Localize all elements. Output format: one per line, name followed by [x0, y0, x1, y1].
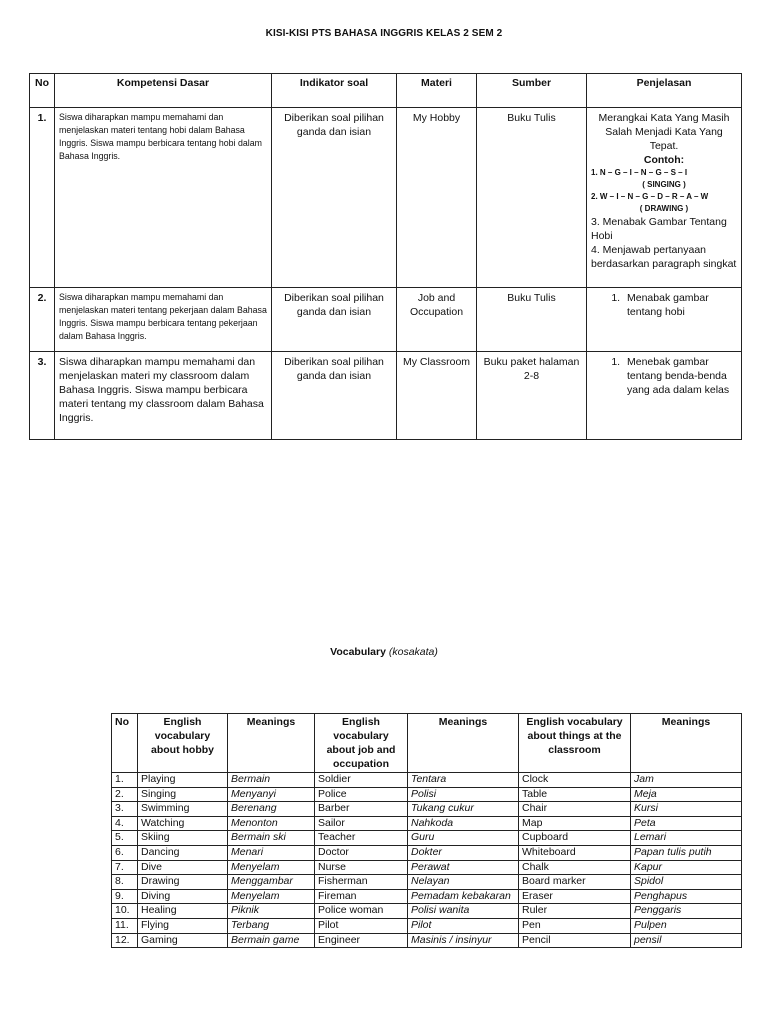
vocab-no: 9.: [112, 889, 138, 904]
vocab-no: 10.: [112, 904, 138, 919]
job-meaning: Tentara: [408, 773, 519, 788]
job-meaning: Masinis / insinyur: [408, 933, 519, 948]
classroom-word: Pen: [519, 918, 631, 933]
job-word: Pilot: [315, 918, 408, 933]
job-meaning: Polisi wanita: [408, 904, 519, 919]
vocab-no: 1.: [112, 773, 138, 788]
job-word: Doctor: [315, 845, 408, 860]
row-penjelasan: [587, 352, 742, 440]
vocab-header-meanings-2: Meanings: [408, 714, 519, 773]
penjelasan-answer-1: ( SINGING ): [642, 180, 686, 189]
vocab-header-no: No: [112, 714, 138, 773]
penjelasan-example-1: 1. N – G – I – N – G – S – I: [591, 168, 688, 177]
classroom-meaning: Kursi: [631, 802, 742, 817]
row-kompetensi: Siswa diharapkan mampu memahami dan menjelaskan materi my classroom dalam Bahasa Inggris. Siswa mampu berbicara materi tentang my classroom dalam Bahasa Inggris.: [55, 352, 272, 440]
job-word: Teacher: [315, 831, 408, 846]
hobby-meaning: Menggambar: [228, 875, 315, 890]
row-indikator: Diberikan soal pilihan ganda dan isian: [272, 108, 397, 288]
row-no: 1.: [30, 108, 55, 288]
vocab-no: 11.: [112, 918, 138, 933]
vocab-header-hobby: English vocabulary about hobby: [138, 714, 228, 773]
row-penjelasan: [587, 288, 742, 352]
table-header-row: [30, 74, 742, 108]
table-row: [112, 802, 742, 817]
hobby-word: Drawing: [138, 875, 228, 890]
row-materi: My Hobby: [397, 108, 477, 288]
hobby-meaning: Menyelam: [228, 889, 315, 904]
penjelasan-contoh: Contoh:: [643, 154, 685, 166]
table-row: [30, 108, 742, 288]
hobby-word: Playing: [138, 773, 228, 788]
hobby-word: Flying: [138, 918, 228, 933]
classroom-meaning: pensil: [631, 933, 742, 948]
vocab-no: 3.: [112, 802, 138, 817]
classroom-word: Clock: [519, 773, 631, 788]
job-word: Sailor: [315, 816, 408, 831]
table-row: [112, 918, 742, 933]
table-row: [112, 773, 742, 788]
classroom-meaning: Pulpen: [631, 918, 742, 933]
classroom-meaning: Penggaris: [631, 904, 742, 919]
row-no: 2.: [30, 288, 55, 352]
kisi-kisi-table: [29, 73, 742, 440]
classroom-meaning: Kapur: [631, 860, 742, 875]
vocab-no: 12.: [112, 933, 138, 948]
penjelasan-example-2: 2. W – I – N – G – D – R – A – W: [591, 192, 709, 201]
classroom-meaning: Papan tulis putih: [631, 845, 742, 860]
table-row: [112, 787, 742, 802]
job-word: Engineer: [315, 933, 408, 948]
table-row: [112, 845, 742, 860]
job-word: Nurse: [315, 860, 408, 875]
hobby-word: Skiing: [138, 831, 228, 846]
classroom-word: Whiteboard: [519, 845, 631, 860]
classroom-meaning: Spidol: [631, 875, 742, 890]
hobby-word: Singing: [138, 787, 228, 802]
header-indikator: Indikator soal: [272, 74, 397, 108]
job-word: Police: [315, 787, 408, 802]
vocabulary-heading-bold: Vocabulary: [330, 646, 386, 658]
vocab-header-job: English vocabulary about job and occupation: [315, 714, 408, 773]
table-row: [112, 933, 742, 948]
hobby-word: Dive: [138, 860, 228, 875]
penjelasan-item: 1. Menebak gambar tentang benda-benda yang ada dalam kelas: [623, 355, 737, 397]
job-meaning: Pemadam kebakaran: [408, 889, 519, 904]
vocab-no: 2.: [112, 787, 138, 802]
classroom-meaning: Jam: [631, 773, 742, 788]
hobby-meaning: Bermain game: [228, 933, 315, 948]
vocab-no: 4.: [112, 816, 138, 831]
penjelasan-answer-2: ( DRAWING ): [639, 204, 689, 213]
hobby-meaning: Bermain ski: [228, 831, 315, 846]
hobby-word: Watching: [138, 816, 228, 831]
hobby-word: Diving: [138, 889, 228, 904]
row-penjelasan: [587, 108, 742, 288]
job-word: Fireman: [315, 889, 408, 904]
table-row: [112, 816, 742, 831]
row-sumber: Buku Tulis: [477, 288, 587, 352]
document-title: KISI-KISI PTS BAHASA INGGRIS KELAS 2 SEM 2: [265, 28, 503, 39]
job-word: Soldier: [315, 773, 408, 788]
header-no: No: [30, 74, 55, 108]
penjelasan-intro: Merangkai Kata Yang Masih Salah Menjadi Kata Yang Tepat.: [598, 112, 730, 152]
classroom-word: Chalk: [519, 860, 631, 875]
header-sumber: Sumber: [477, 74, 587, 108]
table-row: [112, 831, 742, 846]
vocabulary-table: [111, 713, 742, 948]
job-meaning: Nelayan: [408, 875, 519, 890]
hobby-meaning: Menari: [228, 845, 315, 860]
vocab-header-classroom: English vocabulary about things at the classroom: [519, 714, 631, 773]
hobby-meaning: Piknik: [228, 904, 315, 919]
classroom-meaning: Peta: [631, 816, 742, 831]
row-materi: Job and Occupation: [397, 288, 477, 352]
classroom-word: Eraser: [519, 889, 631, 904]
hobby-meaning: Berenang: [228, 802, 315, 817]
row-kompetensi: Siswa diharapkan mampu memahami dan menjelaskan materi tentang pekerjaan dalam Bahasa Inggris. Siswa mampu berbicara tentang pekerjaan dalam Bahasa Inggris.: [55, 288, 272, 352]
vocabulary-heading-italic: (kosakata): [388, 646, 438, 658]
classroom-meaning: Lemari: [631, 831, 742, 846]
hobby-meaning: Menyelam: [228, 860, 315, 875]
job-meaning: Tukang cukur: [408, 802, 519, 817]
header-kompetensi: Kompetensi Dasar: [55, 74, 272, 108]
table-row: [30, 352, 742, 440]
job-word: Fisherman: [315, 875, 408, 890]
hobby-meaning: Menyanyi: [228, 787, 315, 802]
vocab-header-meanings-1: Meanings: [228, 714, 315, 773]
row-indikator: Diberikan soal pilihan ganda dan isian: [272, 352, 397, 440]
table-row: [112, 904, 742, 919]
hobby-word: Gaming: [138, 933, 228, 948]
vocabulary-heading: [0, 646, 768, 658]
job-meaning: Guru: [408, 831, 519, 846]
table-row: [112, 889, 742, 904]
classroom-word: Ruler: [519, 904, 631, 919]
penjelasan-item: 1. Menabak gambar tentang hobi: [623, 291, 737, 319]
job-meaning: Pilot: [408, 918, 519, 933]
classroom-word: Map: [519, 816, 631, 831]
penjelasan-point-4: 4. Menjawab pertanyaan berdasarkan paragraph singkat: [591, 244, 737, 270]
job-word: Police woman: [315, 904, 408, 919]
hobby-meaning: Menonton: [228, 816, 315, 831]
vocab-no: 5.: [112, 831, 138, 846]
job-word: Barber: [315, 802, 408, 817]
row-kompetensi: Siswa diharapkan mampu memahami dan menjelaskan materi tentang hobi dalam Bahasa Inggris. Siswa mampu berbicara tentang hobi dalam Bahasa Inggris.: [55, 108, 272, 288]
classroom-word: Table: [519, 787, 631, 802]
row-indikator: Diberikan soal pilihan ganda dan isian: [272, 288, 397, 352]
row-sumber: Buku paket halaman 2-8: [477, 352, 587, 440]
classroom-word: Pencil: [519, 933, 631, 948]
job-meaning: Nahkoda: [408, 816, 519, 831]
table-row: [30, 288, 742, 352]
job-meaning: Perawat: [408, 860, 519, 875]
table-row: [112, 860, 742, 875]
table-row: [112, 875, 742, 890]
hobby-meaning: Terbang: [228, 918, 315, 933]
classroom-word: Board marker: [519, 875, 631, 890]
vocab-no: 7.: [112, 860, 138, 875]
job-meaning: Dokter: [408, 845, 519, 860]
row-materi: My Classroom: [397, 352, 477, 440]
vocab-header-row: [112, 714, 742, 773]
classroom-word: Cupboard: [519, 831, 631, 846]
hobby-meaning: Bermain: [228, 773, 315, 788]
row-sumber: Buku Tulis: [477, 108, 587, 288]
classroom-meaning: Meja: [631, 787, 742, 802]
vocab-header-meanings-3: Meanings: [631, 714, 742, 773]
hobby-word: Dancing: [138, 845, 228, 860]
hobby-word: Healing: [138, 904, 228, 919]
hobby-word: Swimming: [138, 802, 228, 817]
classroom-word: Chair: [519, 802, 631, 817]
job-meaning: Polisi: [408, 787, 519, 802]
vocab-no: 8.: [112, 875, 138, 890]
penjelasan-point-3: 3. Menabak Gambar Tentang Hobi: [591, 216, 727, 242]
vocab-no: 6.: [112, 845, 138, 860]
header-penjelasan: Penjelasan: [587, 74, 742, 108]
classroom-meaning: Penghapus: [631, 889, 742, 904]
header-materi: Materi: [397, 74, 477, 108]
row-no: 3.: [30, 352, 55, 440]
